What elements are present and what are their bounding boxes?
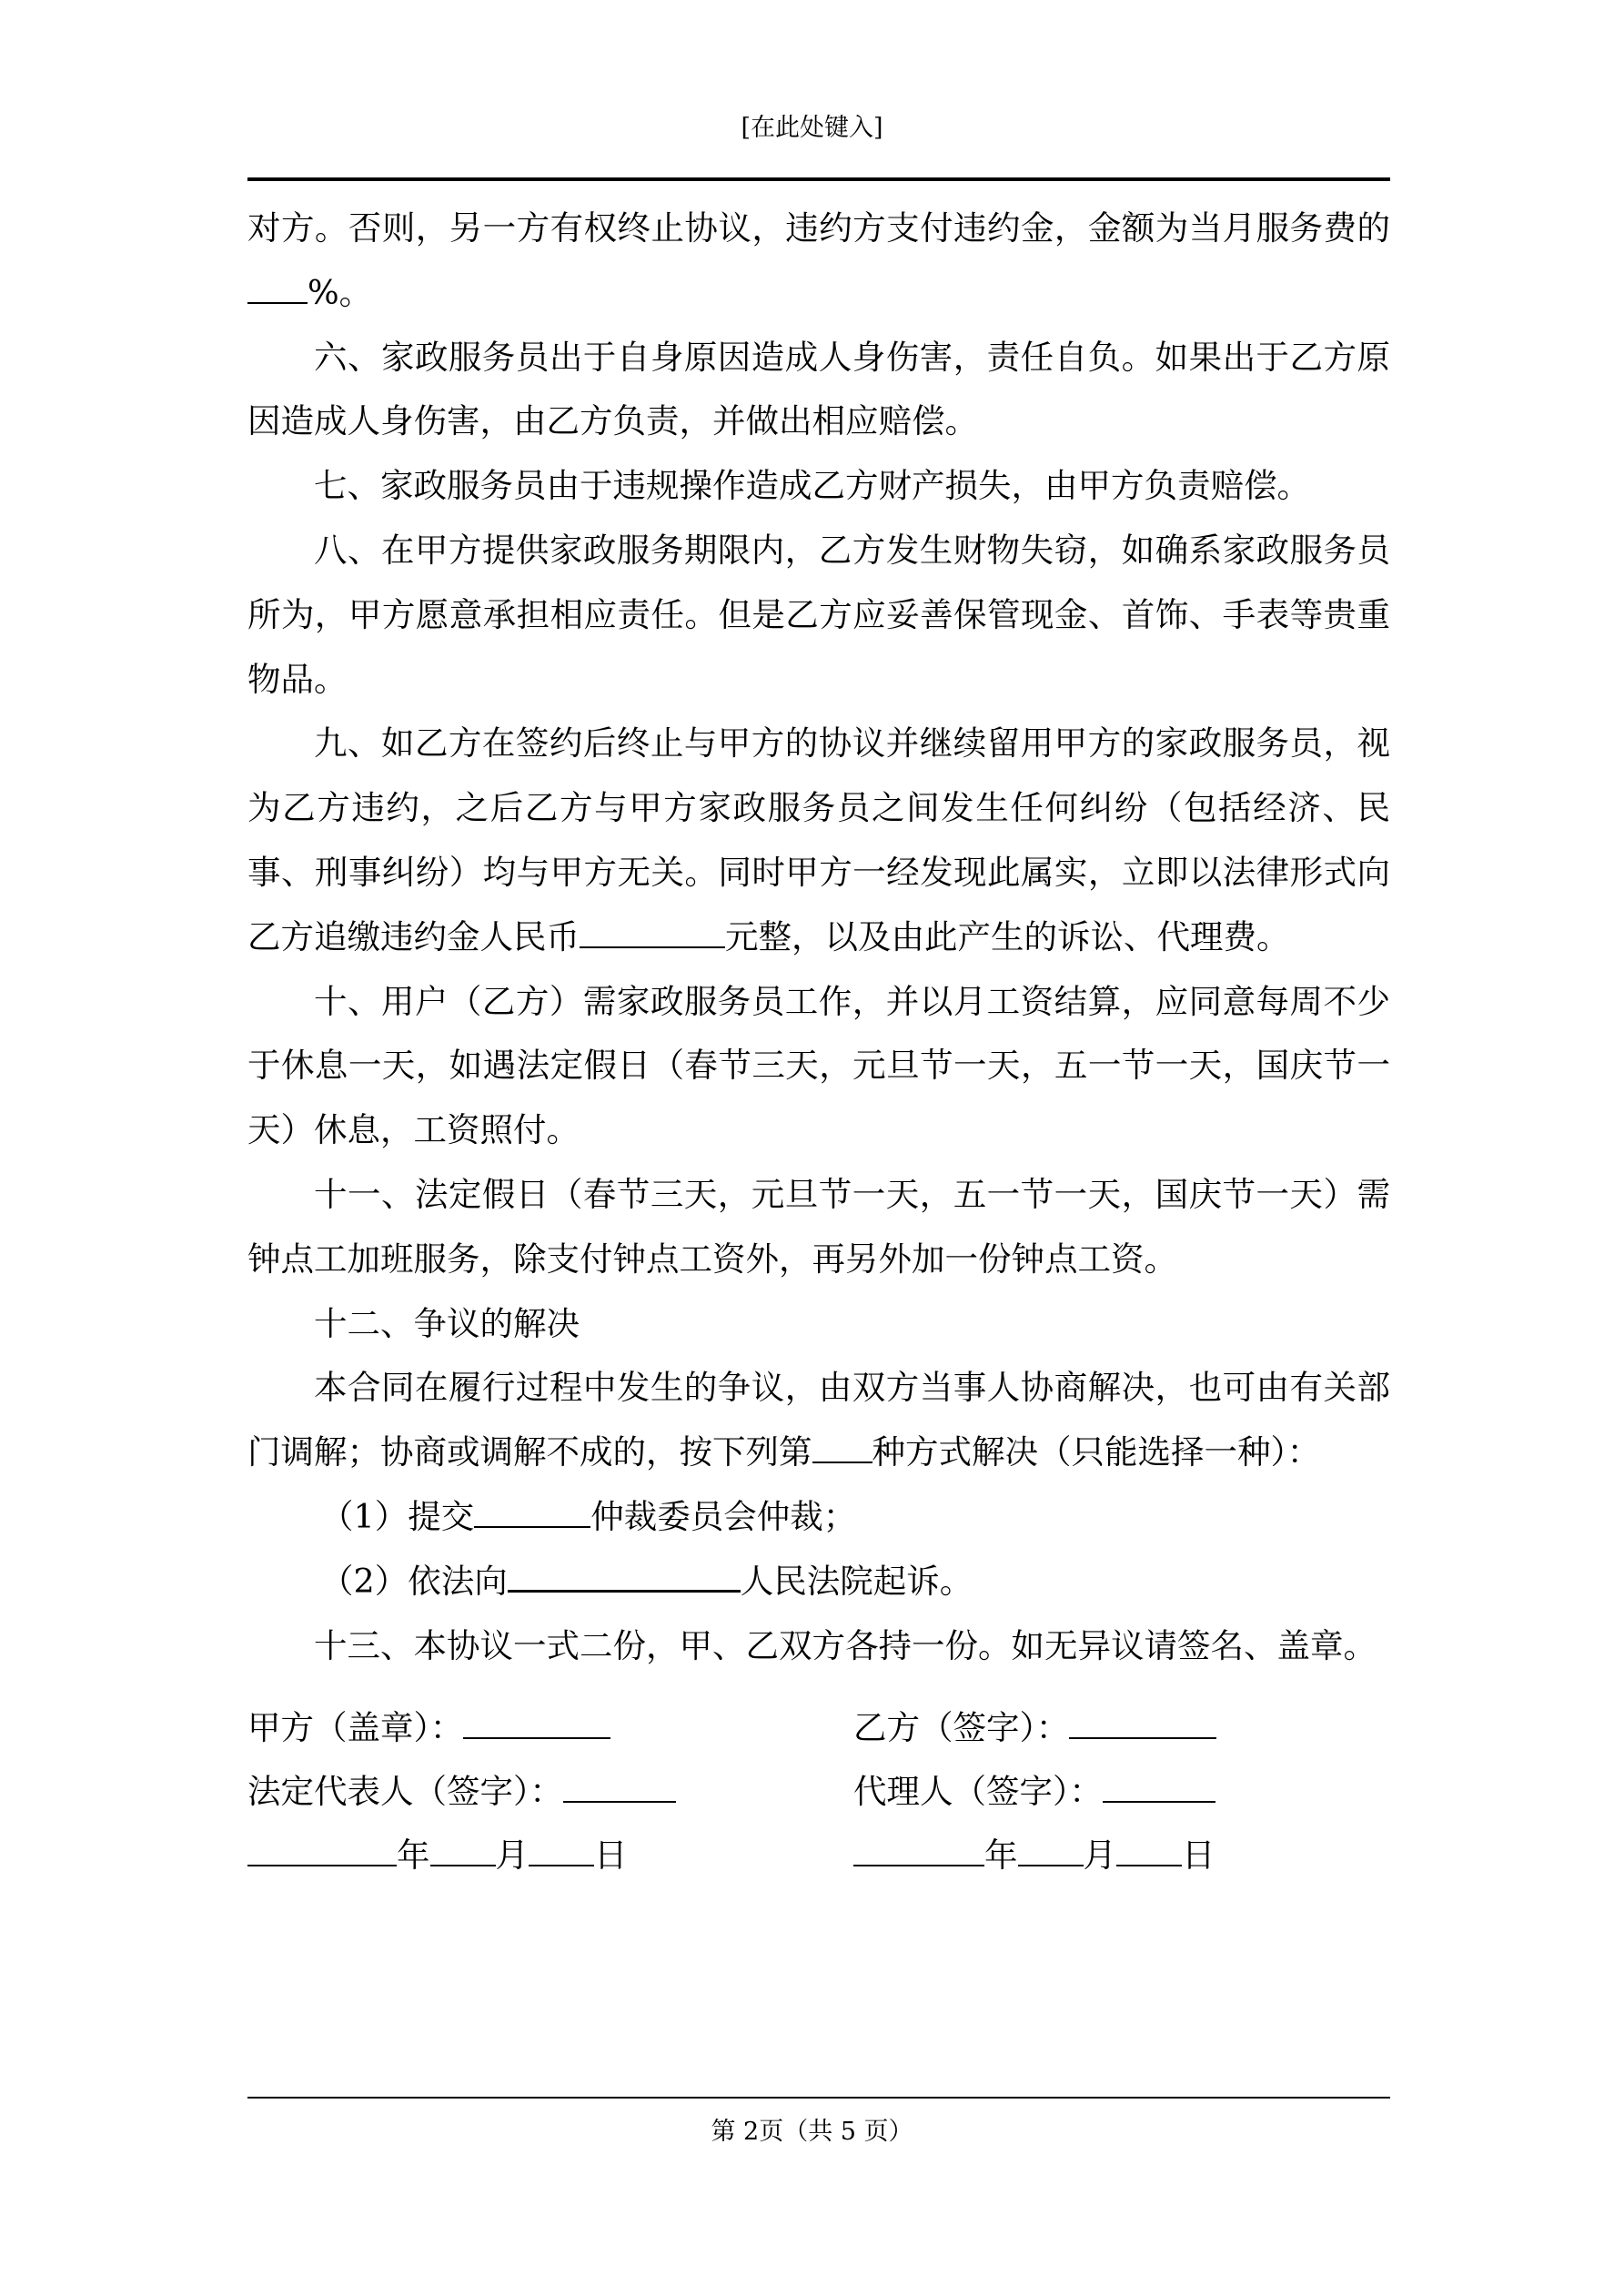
text: 仲裁委员会仲裁； bbox=[590, 1496, 857, 1536]
blank-arbitration-committee[interactable] bbox=[474, 1499, 590, 1528]
blank-legal-rep[interactable] bbox=[563, 1774, 676, 1803]
text: 对方。否则，另一方有权终止协议，违约方支付违约金，金额为当月服务费的 bbox=[247, 208, 1390, 248]
blank-percentage[interactable] bbox=[247, 275, 308, 304]
text: 本合同在履行过程中发生的争议，由双方当事人协商解决，也可由有关部门调解；协商或调解不成的，按下列第 bbox=[247, 1368, 1390, 1472]
label: 年 bbox=[397, 1836, 430, 1876]
text: 种方式解决（只能选择一种）： bbox=[872, 1432, 1321, 1472]
header-divider bbox=[247, 177, 1390, 181]
blank-party-b[interactable] bbox=[1069, 1710, 1216, 1739]
agent-signature bbox=[853, 1760, 1390, 1824]
clause-9 bbox=[247, 712, 1390, 969]
signature-block bbox=[247, 1696, 1390, 1887]
blank-day[interactable] bbox=[1116, 1837, 1182, 1866]
page-footer: 第 2页（共 5 页） bbox=[711, 2118, 913, 2146]
blank-penalty-amount[interactable] bbox=[580, 919, 725, 948]
clause-11: 十一、法定假日（春节三天，元旦节一天，五一节一天，国庆节一天）需钟点工加班服务，除支付钟点工资外，再另外加一份钟点工资。 bbox=[247, 1174, 1390, 1279]
option-2 bbox=[247, 1550, 1390, 1614]
text: 元整，以及由此产生的诉讼、代理费。 bbox=[725, 916, 1290, 956]
clause-12-title: 十二、争议的解决 bbox=[314, 1303, 580, 1343]
date-left bbox=[247, 1824, 853, 1887]
blank-day[interactable] bbox=[529, 1837, 594, 1866]
clause-8: 八、在甲方提供家政服务期限内，乙方发生财物失窃，如确系家政服务员所为，甲方愿意承担相应责任。但是乙方应妥善保管现金、首饰、手表等贵重物品。 bbox=[247, 530, 1390, 699]
legal-rep-signature bbox=[247, 1760, 853, 1824]
footer-divider bbox=[247, 2097, 1390, 2099]
page-content bbox=[247, 197, 1390, 1887]
label: 乙方（签字）： bbox=[853, 1708, 1070, 1748]
blank-year[interactable] bbox=[853, 1837, 984, 1866]
clause-10: 十、用户（乙方）需家政服务员工作，并以月工资结算，应同意每周不少于休息一天，如遇法定假日（春节三天，元旦节一天，五一节一天，国庆节一天）休息，工资照付。 bbox=[247, 981, 1390, 1150]
option-1 bbox=[247, 1485, 1390, 1550]
blank-month[interactable] bbox=[1018, 1837, 1084, 1866]
label: 甲方（盖章）： bbox=[247, 1708, 464, 1748]
label: 日 bbox=[594, 1836, 628, 1876]
document-body bbox=[247, 197, 1390, 1678]
text: %。 bbox=[308, 272, 373, 312]
date-right bbox=[853, 1824, 1390, 1887]
clause-13: 十三、本协议一式二份，甲、乙双方各持一份。如无异议请签名、盖章。 bbox=[314, 1625, 1377, 1665]
blank-method-number[interactable] bbox=[812, 1434, 873, 1463]
text: （2）依法向 bbox=[320, 1561, 508, 1601]
page-header: [在此处键入] bbox=[741, 114, 883, 142]
clause-12-text bbox=[247, 1356, 1390, 1485]
blank-year[interactable] bbox=[247, 1837, 397, 1866]
text: 九、如乙方在签约后终止与甲方的协议并继续留用甲方的家政服务员，视为乙方违约，之后乙方与甲方家政服务员之间发生任何纠纷（包括经济、民事、刑事纠纷）均与甲方无关。同时甲方一经发现此属实，立即以法律形式向乙方追缴违约金人民币 bbox=[247, 723, 1390, 956]
blank-party-a[interactable] bbox=[463, 1710, 610, 1739]
party-a-signature bbox=[247, 1696, 853, 1760]
clause-6: 六、家政服务员出于自身原因造成人身伤害，责任自负。如果出于乙方原因造成人身伤害，由乙方负责，并做出相应赔偿。 bbox=[247, 337, 1390, 441]
blank-month[interactable] bbox=[430, 1837, 496, 1866]
party-b-signature bbox=[853, 1696, 1390, 1760]
label: 代理人（签字）： bbox=[853, 1772, 1103, 1812]
paragraph-continuation bbox=[247, 197, 1390, 326]
label: 法定代表人（签字）： bbox=[247, 1772, 563, 1812]
text: 人民法院起诉。 bbox=[740, 1561, 973, 1601]
label: 日 bbox=[1182, 1836, 1215, 1876]
blank-court[interactable] bbox=[508, 1563, 741, 1593]
clause-7: 七、家政服务员由于违规操作造成乙方财产损失，由甲方负责赔偿。 bbox=[314, 466, 1310, 506]
label: 年 bbox=[984, 1836, 1018, 1876]
text: （1）提交 bbox=[320, 1496, 475, 1536]
label: 月 bbox=[495, 1836, 529, 1876]
blank-agent[interactable] bbox=[1103, 1774, 1215, 1803]
label: 月 bbox=[1083, 1836, 1116, 1876]
